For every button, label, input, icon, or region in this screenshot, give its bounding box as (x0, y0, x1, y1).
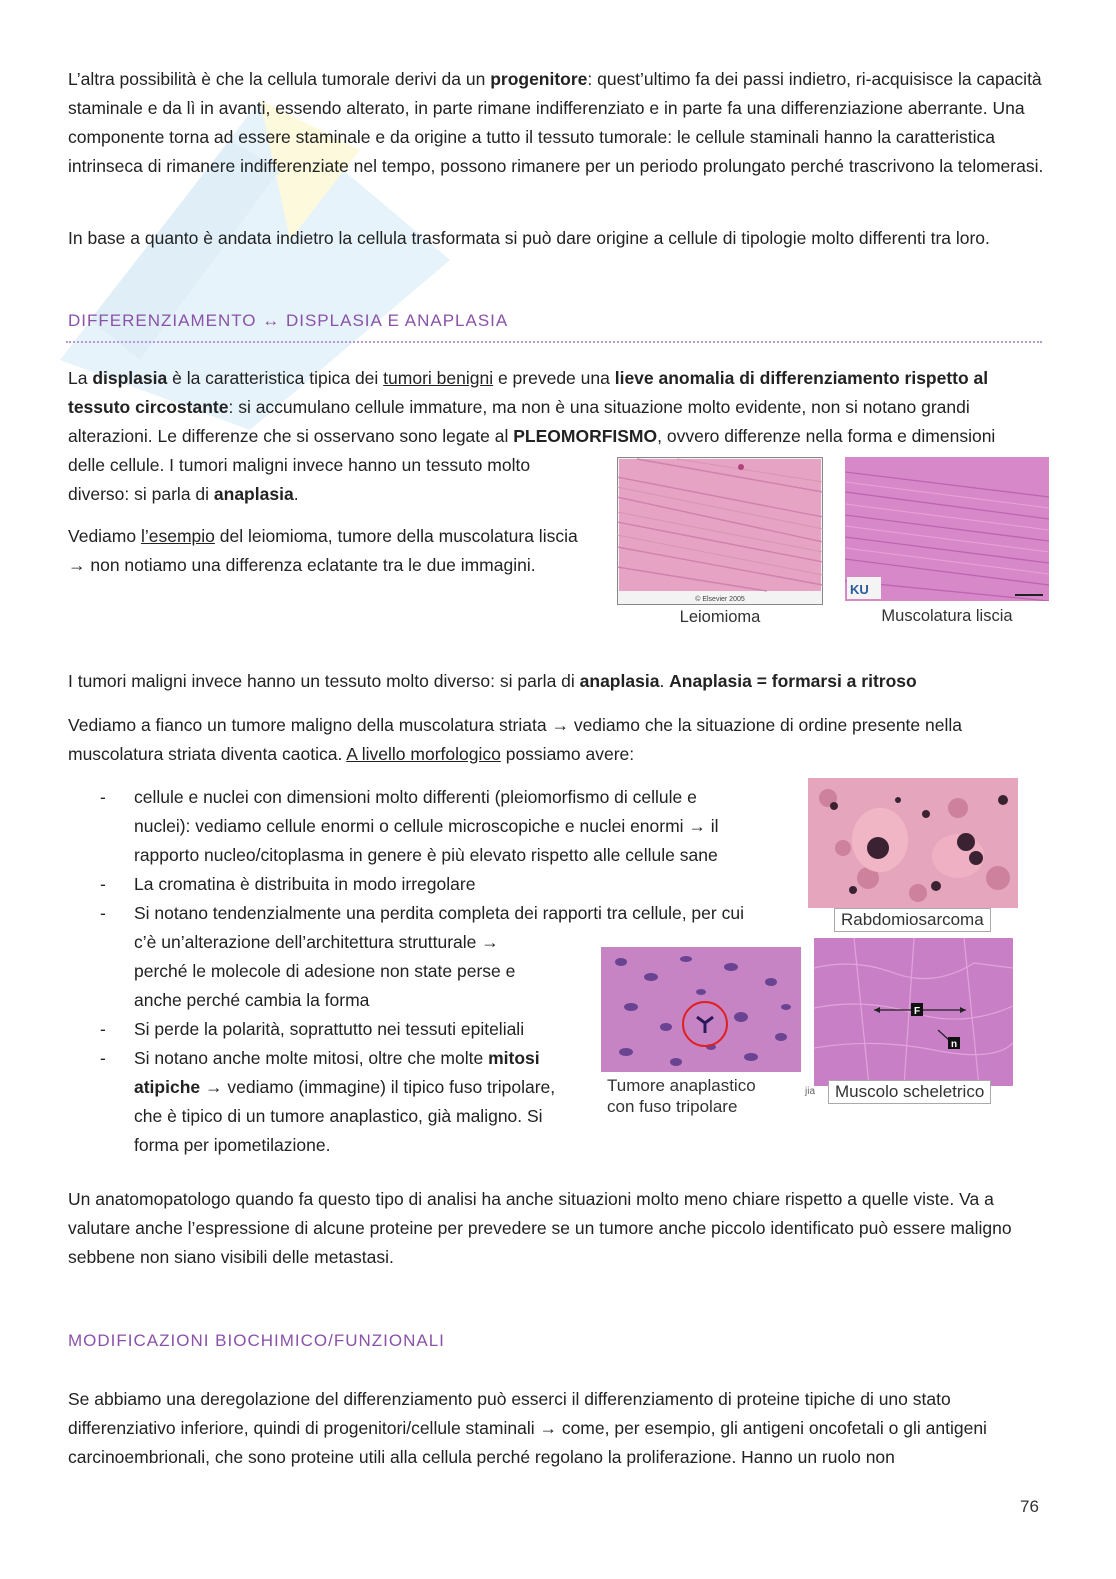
p1-text: L’altra possibilità è che la cellula tumorale derivi da un (68, 69, 491, 89)
figure-muscolo-scheletrico (805, 938, 1017, 1108)
caption-leiomioma: Leiomioma (679, 608, 761, 626)
p3-bold-anaplasia: anaplasia (213, 484, 294, 504)
bullet-1-line-2: nuclei): vediamo cellule enormi o cellule microscopiche e nuclei enormi → il (134, 816, 719, 836)
p3-e: e prevede una (493, 368, 615, 388)
muscolo-scheletrico-image (814, 938, 1013, 1086)
paragraph-leiomioma (68, 522, 588, 580)
figure-tumore-anaplastico (601, 947, 803, 1125)
paragraph-displasia-cont (68, 451, 588, 509)
p4-underline-esempio: l’esempio (140, 526, 215, 546)
heading-divider (66, 341, 1042, 343)
bullet-5-bold-mitosi: mitosi (488, 1048, 540, 1068)
label-f: F (913, 1006, 921, 1017)
p8-text: Se abbiamo una deregolazione del differenziamento può esserci il differenziamento di proteine tipiche di uno stato differenziativo inferiore, quindi di progenitori/cellule staminali → come, per esempio, gli antigeni oncofetali o gli antigeni carcinoembrionali, che sono proteine utili alla cellula perché regolano la proliferazione. Hanno un ruolo non (68, 1389, 987, 1467)
p4-a: Vediamo (68, 526, 141, 546)
bullet-4: Si perde la polarità, soprattutto nei tessuti epiteliali (134, 1019, 525, 1039)
p3-g: : si accumulano cellule immature, ma non è una situazione molto evidente, non si notano grandi alterazioni. Le differenze che si osservano sono legate al (68, 397, 970, 446)
p3-a: La (68, 368, 93, 388)
bullet-3-line-1: Si notano tendenzialmente una perdita completa dei rapporti tra cellule, per cui (134, 903, 744, 923)
paragraph-anatomopatologo (68, 1185, 1048, 1272)
bullet-1-line-1: cellule e nuclei con dimensioni molto differenti (pleiomorfismo di cellule e (134, 787, 697, 807)
p3-c: è la caratteristica tipica dei (167, 368, 384, 388)
heading-differenziamento: DIFFERENZIAMENTO ↔ DISPLASIA E ANAPLASIA (68, 311, 509, 330)
p1-bold: progenitore (490, 69, 588, 89)
p3-i: , ovvero differenze nella forma e dimensioni (657, 426, 996, 446)
p6-underline-livello: A livello morfologico (346, 744, 501, 764)
paragraph-anaplasia (68, 667, 1048, 696)
ku-logo: KU (850, 582, 869, 597)
p6-c: possiamo avere: (500, 744, 635, 764)
p3-bold-pleomorfismo: PLEOMORFISMO (513, 426, 658, 446)
label-n: n (950, 1039, 958, 1050)
paragraph-muscolatura-striata (68, 711, 1048, 769)
leiomioma-image (617, 457, 823, 605)
paragraph-tipologie (68, 224, 1048, 253)
caption-tumore-anaplastico-line-1: Tumore anaplastico (607, 1076, 756, 1095)
bullet-5-line-3: che è tipico di un tumore anaplastico, già maligno. Si (134, 1106, 543, 1126)
p7-text: Un anatomopatologo quando fa questo tipo di analisi ha anche situazioni molto meno chiare rispetto a quelle viste. Va a valutare anche l’espressione di alcune proteine per prevedere se un tumore anche piccolo identificato può essere maligno sebbene non siano visibili delle metastasi. (68, 1189, 1012, 1267)
paragraph-progenitore (68, 65, 1048, 181)
p5-c: . (659, 671, 670, 691)
muscolatura-liscia-image (845, 457, 1049, 601)
caption-fragment: jia (805, 1086, 816, 1097)
p3-l: . (293, 484, 299, 504)
p5-bold-anaplasia: anaplasia (579, 671, 660, 691)
heading-modificazioni: MODIFICAZIONI BIOCHIMICO/FUNZIONALI (68, 1331, 445, 1350)
caption-muscolatura-liscia: Muscolatura liscia (881, 607, 1013, 625)
p3-bold-displasia: displasia (92, 368, 168, 388)
bullet-5-bold-atipiche: atipiche (134, 1077, 201, 1097)
bullet-5-line-4: forma per ipometilazione. (134, 1135, 331, 1155)
figure-leiomioma (617, 457, 1049, 635)
bullet-3-line-2: c’è un’alterazione dell’architettura strutturale → (134, 932, 499, 952)
bullet-3-line-3: perché le molecole di adesione non state perse e (134, 961, 516, 981)
list-item (100, 783, 744, 870)
p6-a: Vediamo a fianco un tumore maligno della muscolatura striata → vediamo che la situazione di ordine presente nella muscolatura striata diventa caotica. (68, 715, 962, 764)
page-number: 76 (1020, 1497, 1039, 1516)
bullet-5-line-1: Si notano anche molte mitosi, oltre che molte (134, 1048, 489, 1068)
p5-bold-definition: Anaplasia = formarsi a ritroso (669, 671, 917, 691)
caption-muscolo-scheletrico: Muscolo scheletrico (828, 1080, 991, 1104)
p3-underline-tumori-benigni: tumori benigni (383, 368, 494, 388)
paragraph-deregolazione (68, 1385, 1048, 1472)
p2-text: In base a quanto è andata indietro la cellula trasformata si può dare origine a cellule di tipologie molto differenti tra loro. (68, 228, 990, 248)
caption-tumore-anaplastico (607, 1075, 756, 1117)
p5-a: I tumori maligni invece hanno un tessuto molto diverso: si parla di (68, 671, 580, 691)
p1-rest: : quest’ultimo fa dei passi indietro, ri-acquisisce la capacità staminale e da lì in avanti, essendo alterato, in parte rimane indifferenziato e in parte fa una differenziazione aberrante. Una componente torna ad essere staminale e da origine a tutto il tessuto tumorale: le cellule staminali hanno la caratteristica intrinseca di rimanere indifferenziate nel tempo, possono rimanere per un periodo prolungato perché trascrivono la telomerasi. (68, 69, 1044, 176)
caption-tumore-anaplastico-line-2: con fuso tripolare (607, 1097, 738, 1116)
copyright-text: © Elsevier 2005 (695, 596, 745, 603)
bullet-2: La cromatina è distribuita in modo irregolare (134, 874, 476, 894)
bullet-1-line-3: rapporto nucleo/citoplasma in genere è più elevato rispetto alle cellule sane (134, 845, 718, 865)
p4-c: del leiomioma, tumore della muscolatura liscia → non notiamo una differenza eclatante tra le due immagini. (68, 526, 578, 575)
paragraph-displasia (68, 364, 1048, 451)
tumore-anaplastico-image (601, 947, 801, 1072)
caption-rabdomiosarcoma: Rabdomiosarcoma (834, 908, 991, 932)
rabdomiosarcoma-image (808, 778, 1018, 908)
p3-bold-anomalia: lieve anomalia di differenziamento rispetto al tessuto circostante (68, 368, 989, 417)
p3-j: delle cellule. I tumori maligni invece hanno un tessuto molto diverso: si parla di (68, 455, 531, 504)
bullet-3-line-4: anche perché cambia la forma (134, 990, 370, 1010)
figure-rabdomiosarcoma (808, 778, 1020, 938)
list-item (100, 870, 744, 899)
bullet-5-line-2: → vediamo (immagine) il tipico fuso tripolare, (200, 1077, 556, 1097)
